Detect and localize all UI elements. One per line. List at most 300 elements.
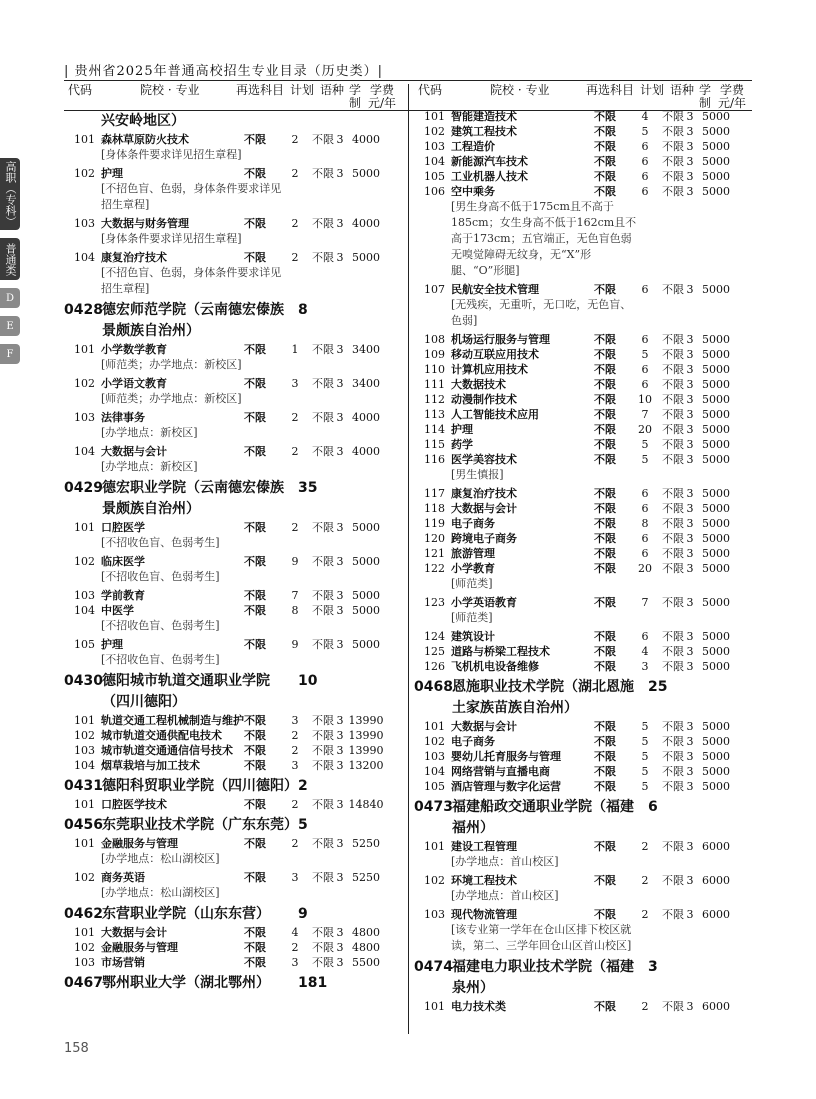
major-name: 大数据与财务管理 (101, 217, 189, 230)
major-entry (414, 362, 754, 377)
page-number: 158 (64, 1041, 89, 1056)
major-plan: 2 (291, 445, 299, 458)
major-name: 小学英语教育 (451, 596, 517, 609)
major-duration: 3 (686, 408, 694, 421)
major-duration: 3 (336, 941, 344, 954)
major-lang: 不限 (662, 765, 684, 778)
major-row (64, 955, 404, 970)
major-code: 101 (424, 840, 445, 853)
major-duration: 3 (336, 926, 344, 939)
major-subject: 不限 (244, 759, 266, 772)
major-code: 104 (424, 765, 445, 778)
school-row (64, 904, 404, 925)
major-fee: 5000 (352, 555, 380, 568)
major-plan: 3 (291, 871, 299, 884)
major-lang: 不限 (662, 155, 684, 168)
school-plan: 181 (298, 975, 328, 991)
major-plan: 5 (641, 780, 649, 793)
major-lang: 不限 (312, 604, 334, 617)
major-row (414, 719, 754, 734)
major-subject: 不限 (244, 445, 266, 458)
major-entry (414, 347, 754, 362)
major-row (64, 836, 404, 851)
major-duration: 3 (336, 837, 344, 850)
major-duration: 3 (686, 547, 694, 560)
major-subject: 不限 (244, 638, 266, 651)
major-subject: 不限 (594, 140, 616, 153)
right-column (414, 109, 754, 1014)
major-code: 116 (424, 453, 445, 466)
major-code: 105 (424, 780, 445, 793)
major-plan: 5 (641, 348, 649, 361)
major-subject: 不限 (594, 630, 616, 643)
major-entry (414, 546, 754, 561)
major-entry (414, 109, 754, 124)
school-name: 德宏职业学院（云南德宏傣族景颇族自治州） (102, 480, 284, 517)
major-entry (64, 132, 404, 163)
major-duration: 3 (686, 185, 694, 198)
major-note: [办学地点：新校区] (101, 460, 198, 473)
major-row (64, 870, 404, 885)
major-duration: 3 (686, 423, 694, 436)
major-name: 商务英语 (101, 871, 145, 884)
major-row (64, 743, 404, 758)
major-fee: 6000 (702, 874, 730, 887)
major-name: 电子商务 (451, 517, 495, 530)
major-plan: 2 (291, 729, 299, 742)
major-note: [男生身高不低于175cm且不高于185cm；女生身高不低于162cm且不高于173cm；五官端正，无色盲色弱无嗅觉障碍无纹身，无“X”形腿、“O”形腿] (451, 200, 637, 277)
major-duration: 3 (686, 735, 694, 748)
major-fee: 6000 (702, 908, 730, 921)
side-tab-vocational[interactable]: 高职（专科） (0, 158, 20, 230)
major-subject: 不限 (594, 720, 616, 733)
major-plan: 3 (291, 759, 299, 772)
major-lang: 不限 (662, 453, 684, 466)
col-header-code: 代码 (68, 83, 93, 97)
major-code: 125 (424, 645, 445, 658)
major-row (414, 139, 754, 154)
major-fee: 13990 (348, 714, 384, 727)
major-row (64, 444, 404, 459)
major-row (414, 516, 754, 531)
major-code: 103 (74, 589, 95, 602)
major-row (414, 362, 754, 377)
major-name: 婴幼儿托育服务与管理 (451, 750, 561, 763)
major-plan: 5 (641, 735, 649, 748)
major-lang: 不限 (662, 908, 684, 921)
major-plan: 6 (641, 185, 649, 198)
major-plan: 6 (641, 333, 649, 346)
major-row (64, 216, 404, 231)
major-entry (414, 516, 754, 531)
major-note: [不招收色盲、色弱考生] (101, 653, 220, 666)
major-fee: 5000 (702, 720, 730, 733)
major-subject: 不限 (244, 956, 266, 969)
major-duration: 3 (686, 378, 694, 391)
school-code: 0468 (414, 679, 453, 695)
major-plan: 5 (641, 453, 649, 466)
major-plan: 2 (291, 521, 299, 534)
major-note: [身体条件要求详见招生章程] (101, 232, 242, 245)
major-name: 建筑设计 (451, 630, 495, 643)
major-code: 102 (74, 377, 95, 390)
major-lang: 不限 (312, 251, 334, 264)
major-plan: 8 (641, 517, 649, 530)
col-header-school-major: 院校 · 专业 (140, 83, 200, 97)
major-plan: 4 (641, 645, 649, 658)
school-name: 福建电力职业技术学院（福建泉州） (452, 959, 634, 996)
major-code: 107 (424, 283, 445, 296)
major-subject: 不限 (594, 660, 616, 673)
major-code: 122 (424, 562, 445, 575)
major-code: 103 (74, 217, 95, 230)
major-duration: 3 (336, 377, 344, 390)
major-note: [办学地点：新校区] (101, 426, 198, 439)
school-row (64, 815, 404, 836)
major-fee: 5500 (352, 956, 380, 969)
school-name: 德宏师范学院（云南德宏傣族景颇族自治州） (102, 302, 284, 339)
major-row (414, 486, 754, 501)
running-header: | 贵州省2025年普通高校招生专业目录（历史类）| (64, 64, 383, 79)
major-fee: 5000 (702, 185, 730, 198)
major-code: 103 (74, 956, 95, 969)
major-lang: 不限 (662, 438, 684, 451)
major-lang: 不限 (662, 408, 684, 421)
major-fee: 5000 (702, 780, 730, 793)
major-entry (64, 444, 404, 475)
major-subject: 不限 (594, 333, 616, 346)
major-code: 112 (424, 393, 445, 406)
major-plan: 4 (291, 926, 299, 939)
major-fee: 5000 (702, 170, 730, 183)
major-subject: 不限 (594, 532, 616, 545)
major-row (414, 501, 754, 516)
major-duration: 3 (686, 487, 694, 500)
major-entry (64, 743, 404, 758)
major-subject: 不限 (244, 251, 266, 264)
major-lang: 不限 (662, 363, 684, 376)
school-plan: 2 (298, 778, 308, 794)
major-entry (414, 907, 754, 954)
major-fee: 5000 (702, 408, 730, 421)
major-lang: 不限 (662, 596, 684, 609)
major-row (414, 407, 754, 422)
major-row (414, 282, 754, 297)
side-tab-general[interactable]: 普通类 (0, 238, 20, 280)
major-lang: 不限 (662, 333, 684, 346)
major-code: 102 (74, 941, 95, 954)
major-name: 临床医学 (101, 555, 145, 568)
major-lang: 不限 (312, 871, 334, 884)
major-code: 102 (74, 871, 95, 884)
major-name: 大数据与会计 (101, 926, 167, 939)
major-name: 药学 (451, 438, 473, 451)
major-fee: 13990 (348, 729, 384, 742)
major-fee: 4800 (352, 941, 380, 954)
school-name: 兴安岭地区） (101, 113, 185, 129)
major-lang: 不限 (662, 283, 684, 296)
major-plan: 9 (291, 555, 299, 568)
major-code: 105 (74, 638, 95, 651)
major-fee: 13200 (348, 759, 384, 772)
side-tab-e[interactable]: E (0, 316, 20, 336)
major-name: 新能源汽车技术 (451, 155, 528, 168)
major-lang: 不限 (662, 645, 684, 658)
major-entry (64, 520, 404, 551)
major-duration: 3 (686, 348, 694, 361)
major-name: 口腔医学 (101, 521, 145, 534)
major-note: [该专业第一学年在仓山区排下校区就读，第二、三学年回仓山区首山校区] (451, 923, 632, 952)
major-duration: 3 (336, 798, 344, 811)
school-name: 东营职业学院（山东东营） (102, 906, 270, 922)
major-fee: 5000 (702, 363, 730, 376)
major-subject: 不限 (244, 521, 266, 534)
major-note: [不招收色盲、色弱考生] (101, 619, 220, 632)
major-plan: 5 (641, 720, 649, 733)
major-row (414, 184, 754, 199)
major-plan: 2 (641, 840, 649, 853)
major-code: 103 (424, 908, 445, 921)
major-subject: 不限 (594, 125, 616, 138)
school-plan: 5 (298, 817, 308, 833)
major-note: [师范类] (451, 611, 493, 624)
major-fee: 5000 (702, 562, 730, 575)
major-entry (64, 836, 404, 867)
major-subject: 不限 (594, 645, 616, 658)
major-fee: 5000 (702, 645, 730, 658)
major-duration: 3 (686, 517, 694, 530)
school-code: 0467 (64, 975, 103, 991)
major-lang: 不限 (312, 837, 334, 850)
school-name: 德阳城市轨道交通职业学院（四川德阳） (102, 673, 270, 710)
major-row (414, 839, 754, 854)
major-entry (414, 779, 754, 794)
major-name: 智能建造技术 (451, 110, 517, 123)
major-lang: 不限 (312, 445, 334, 458)
major-lang: 不限 (662, 170, 684, 183)
major-duration: 3 (686, 630, 694, 643)
major-lang: 不限 (312, 167, 334, 180)
major-plan: 4 (641, 110, 649, 123)
major-plan: 7 (641, 596, 649, 609)
major-subject: 不限 (594, 408, 616, 421)
side-tab-d[interactable]: D (0, 288, 20, 308)
major-name: 工程造价 (451, 140, 495, 153)
major-entry (414, 282, 754, 329)
major-note: [无残疾，无重听，无口吃，无色盲、色弱] (451, 298, 632, 327)
major-entry (414, 999, 754, 1014)
school-row (64, 478, 404, 520)
major-code: 109 (424, 348, 445, 361)
major-lang: 不限 (662, 110, 684, 123)
major-lang: 不限 (662, 1000, 684, 1013)
major-duration: 3 (336, 521, 344, 534)
school-plan: 6 (648, 799, 658, 815)
major-fee: 4000 (352, 133, 380, 146)
major-duration: 3 (336, 638, 344, 651)
major-row (64, 940, 404, 955)
major-name: 护理 (101, 167, 123, 180)
major-fee: 5000 (702, 423, 730, 436)
major-subject: 不限 (594, 438, 616, 451)
major-lang: 不限 (662, 140, 684, 153)
major-fee: 5000 (702, 660, 730, 673)
major-entry (414, 124, 754, 139)
major-code: 103 (74, 744, 95, 757)
major-entry (414, 154, 754, 169)
col-header-fee: 学费 元/年 (718, 83, 747, 110)
major-row (414, 452, 754, 467)
major-entry (64, 713, 404, 728)
major-name: 人工智能技术应用 (451, 408, 539, 421)
major-name: 轨道交通工程机械制造与维护 (101, 714, 244, 727)
major-fee: 5000 (702, 125, 730, 138)
major-row (414, 779, 754, 794)
major-lang: 不限 (662, 487, 684, 500)
major-subject: 不限 (244, 217, 266, 230)
major-lang: 不限 (312, 217, 334, 230)
major-row (414, 347, 754, 362)
major-fee: 4000 (352, 217, 380, 230)
major-name: 口腔医学技术 (101, 798, 167, 811)
major-duration: 3 (336, 343, 344, 356)
major-lang: 不限 (312, 589, 334, 602)
school-code: 0431 (64, 778, 103, 794)
major-row (414, 734, 754, 749)
col-header-plan: 计划 (290, 83, 315, 97)
major-name: 大数据与会计 (451, 502, 517, 515)
major-plan: 20 (638, 423, 652, 436)
major-duration: 3 (336, 714, 344, 727)
major-row (64, 603, 404, 618)
major-row (414, 109, 754, 124)
major-fee: 5000 (702, 438, 730, 451)
major-fee: 5000 (702, 348, 730, 361)
major-fee: 5000 (702, 502, 730, 515)
major-duration: 3 (336, 133, 344, 146)
major-name: 大数据与会计 (451, 720, 517, 733)
major-fee: 5000 (352, 589, 380, 602)
major-subject: 不限 (594, 170, 616, 183)
school-code: 0430 (64, 673, 103, 689)
major-entry (414, 407, 754, 422)
major-fee: 5000 (702, 532, 730, 545)
school-row (414, 677, 754, 719)
major-plan: 3 (291, 956, 299, 969)
school-plan: 3 (648, 959, 658, 975)
major-code: 101 (74, 798, 95, 811)
major-fee: 6000 (702, 840, 730, 853)
major-plan: 6 (641, 532, 649, 545)
major-subject: 不限 (244, 589, 266, 602)
major-lang: 不限 (662, 780, 684, 793)
major-fee: 5000 (702, 630, 730, 643)
major-code: 101 (424, 1000, 445, 1013)
school-name: 恩施职业技术学院（湖北恩施土家族苗族自治州） (452, 679, 634, 716)
major-duration: 3 (686, 453, 694, 466)
major-note: [不招色盲、色弱，身体条件要求详见招生章程] (101, 266, 282, 295)
major-name: 小学教育 (451, 562, 495, 575)
major-fee: 5000 (702, 765, 730, 778)
col-header-code: 代码 (418, 83, 443, 97)
major-name: 网络营销与直播电商 (451, 765, 550, 778)
major-name: 中医学 (101, 604, 134, 617)
col-header-subject: 再选科目 (236, 83, 285, 97)
major-plan: 5 (641, 765, 649, 778)
major-row (414, 907, 754, 922)
side-tab-f[interactable]: F (0, 344, 20, 364)
major-row (414, 561, 754, 576)
school-plan: 35 (298, 480, 318, 496)
major-entry (414, 184, 754, 279)
school-code: 0474 (414, 959, 453, 975)
major-duration: 3 (686, 596, 694, 609)
major-plan: 2 (641, 908, 649, 921)
major-duration: 3 (686, 333, 694, 346)
left-column (64, 109, 404, 994)
major-entry (414, 749, 754, 764)
major-entry (414, 873, 754, 904)
major-entry (414, 437, 754, 452)
major-fee: 4000 (352, 445, 380, 458)
major-name: 康复治疗技术 (451, 487, 517, 500)
major-lang: 不限 (312, 926, 334, 939)
school-row (64, 973, 404, 994)
col-header-school-major: 院校 · 专业 (490, 83, 550, 97)
major-note: [办学地点：首山校区] (451, 889, 559, 902)
major-note: [男生慎报] (451, 468, 504, 481)
major-name: 小学语文教育 (101, 377, 167, 390)
school-code: 0473 (414, 799, 453, 815)
major-name: 护理 (451, 423, 473, 436)
major-entry (64, 166, 404, 213)
major-entry (414, 734, 754, 749)
major-row (64, 637, 404, 652)
major-name: 市场营销 (101, 956, 145, 969)
major-subject: 不限 (594, 874, 616, 887)
major-subject: 不限 (594, 283, 616, 296)
major-name: 酒店管理与数字化运营 (451, 780, 561, 793)
major-entry (414, 422, 754, 437)
major-note: [不招收色盲、色弱考生] (101, 536, 220, 549)
major-duration: 3 (686, 645, 694, 658)
major-note: [师范类；办学地点：新校区] (101, 392, 242, 405)
major-entry (64, 250, 404, 297)
major-row (414, 332, 754, 347)
major-note: [身体条件要求详见招生章程] (101, 148, 242, 161)
school-row (64, 671, 404, 713)
major-subject: 不限 (594, 378, 616, 391)
major-name: 大数据与会计 (101, 445, 167, 458)
major-lang: 不限 (312, 133, 334, 146)
major-duration: 3 (336, 589, 344, 602)
major-duration: 3 (686, 908, 694, 921)
major-entry (64, 870, 404, 901)
major-fee: 5250 (352, 871, 380, 884)
major-entry (414, 659, 754, 674)
major-entry (64, 603, 404, 634)
major-code: 102 (74, 555, 95, 568)
major-code: 101 (424, 110, 445, 123)
major-name: 医学美容技术 (451, 453, 517, 466)
major-code: 104 (74, 604, 95, 617)
major-name: 建设工程管理 (451, 840, 517, 853)
major-row (64, 588, 404, 603)
major-code: 101 (74, 926, 95, 939)
major-duration: 3 (686, 1000, 694, 1013)
major-name: 移动互联应用技术 (451, 348, 539, 361)
major-fee: 5000 (702, 333, 730, 346)
